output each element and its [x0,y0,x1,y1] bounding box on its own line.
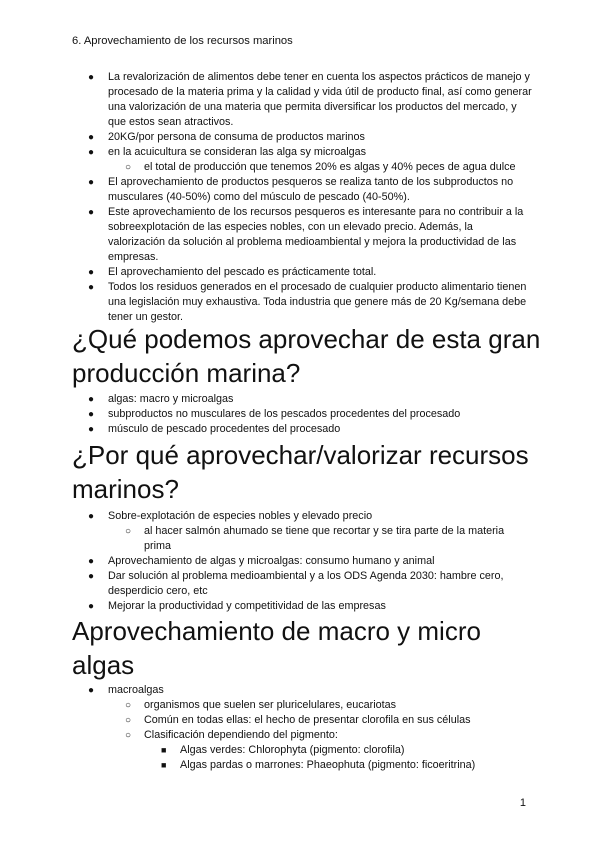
hollow-bullet-icon: ○ [125,700,132,711]
list-item [72,145,532,160]
list-item-text: Clasificación dependiendo del pigmento: [144,729,338,741]
hollow-bullet-icon: ○ [125,715,132,726]
section-heading-por-que: ¿Por qué aprovechar/valorizar recursos marinos? [72,440,529,504]
list-item [72,422,532,437]
list-item [72,130,532,145]
bullet-icon: ● [88,72,95,83]
section2-bullet-list [72,509,532,614]
bullet-icon: ● [88,601,95,612]
list-item [72,698,532,713]
list-item-text: El aprovechamiento del pescado es prácticamente total. [108,266,377,278]
list-item-text: Todos los residuos generados en el procesado de cualquier producto alimentario tienen una legislación muy exhaustiva. Toda industria que genere más de 20 Kg/semana debe tener un gestor. [108,281,527,323]
list-item-text: el total de producción que tenemos 20% es algas y 40% peces de agua dulce [144,161,516,173]
section3-bullet-list [72,683,532,773]
bullet-icon: ● [88,177,95,188]
bullet-icon: ● [88,511,95,522]
list-item-text: Sobre-explotación de especies nobles y elevado precio [108,510,373,522]
list-item [72,509,532,524]
list-item [72,713,532,728]
bullet-icon: ● [88,132,95,143]
list-item [72,205,532,265]
list-item-text: Común en todas ellas: el hecho de presentar clorofila en sus células [144,714,471,726]
list-item-text: La revalorización de alimentos debe tener en cuenta los aspectos prácticos de manejo y procesado de la materia prima y la calidad y vida útil de producto final, así como generar una valorización de una materia que permita diversificar los productos del mercado, y que estos sean atractivos. [108,71,532,128]
bullet-icon: ● [88,394,95,405]
bullet-icon: ● [88,282,95,293]
list-item-text: Algas verdes: Chlorophyta (pigmento: clorofila) [180,744,405,756]
bullet-icon: ● [88,267,95,278]
list-item-text: al hacer salmón ahumado se tiene que recortar y se tira parte de la materia prima [144,525,505,552]
list-item [72,743,532,758]
bullet-icon: ● [88,556,95,567]
list-item [72,758,532,773]
list-item [72,569,532,599]
square-bullet-icon: ■ [161,745,167,755]
list-item-text: El aprovechamiento de productos pesqueros se realiza tanto de los subproductos no musculares (40-50%) como del músculo de pescado (40-50%). [108,176,514,203]
bullet-icon: ● [88,571,95,582]
list-item-text: Mejorar la productividad y competitividad de las empresas [108,600,386,612]
section1-bullet-list [72,392,532,437]
list-item [72,160,532,175]
list-item [72,175,532,205]
list-item-text: Este aprovechamiento de los recursos pesqueros es interesante para no contribuir a la sobreexplotación de las especies nobles, con un elevado precio. Además, la valorización da solución al problema medioambiental y mejora la productividad de las empresas. [108,206,524,263]
list-item [72,70,532,130]
list-item [72,407,532,422]
intro-bullet-list [72,70,532,325]
square-bullet-icon: ■ [161,760,167,770]
hollow-bullet-icon: ○ [125,730,132,741]
list-item-text: Algas pardas o marrones: Phaeophuta (pigmento: ficoeritrina) [180,759,476,771]
bullet-icon: ● [88,424,95,435]
list-item [72,683,532,698]
list-item-text: organismos que suelen ser pluricelulares, eucariotas [144,699,397,711]
bullet-icon: ● [88,685,95,696]
list-item-text: músculo de pescado procedentes del procesado [108,423,341,435]
list-item-text: macroalgas [108,684,164,696]
bullet-icon: ● [88,147,95,158]
list-item [72,265,532,280]
list-item [72,524,532,554]
list-item-text: subproductos no musculares de los pescados procedentes del procesado [108,408,461,420]
list-item-text: algas: macro y microalgas [108,393,234,405]
list-item [72,728,532,743]
section-heading-algas: Aprovechamiento de macro y micro algas [72,616,481,680]
list-item-text: Dar solución al problema medioambiental y a los ODS Agenda 2030: hambre cero, desperdicio cero, etc [108,570,504,597]
list-item [72,280,532,325]
list-item-text: Aprovechamiento de algas y microalgas: consumo humano y animal [108,555,435,567]
page-number: 1 [519,797,526,809]
hollow-bullet-icon: ○ [125,526,132,537]
list-item [72,554,532,569]
bullet-icon: ● [88,207,95,218]
bullet-icon: ● [88,409,95,420]
list-item-text: en la acuicultura se consideran las alga sy microalgas [108,146,367,158]
list-item-text: 20KG/por persona de consuma de productos marinos [108,131,365,143]
page-title: 6. Aprovechamiento de los recursos marinos [72,35,293,47]
section-heading-aprovechar: ¿Qué podemos aprovechar de esta gran producción marina? [72,324,541,388]
list-item [72,599,532,614]
list-item [72,392,532,407]
hollow-bullet-icon: ○ [125,162,132,173]
